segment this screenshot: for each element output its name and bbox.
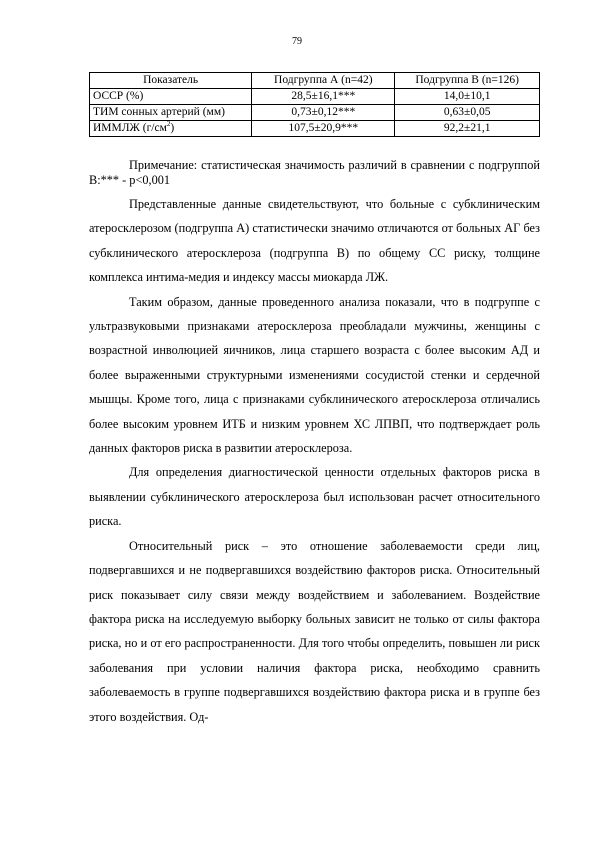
row-value-b: 92,2±21,1 — [395, 121, 540, 137]
table-row — [90, 121, 540, 137]
paragraph: Таким образом, данные проведенного анализа показали, что в подгруппе с ультразвуковыми признаками атеросклероза преобладали мужчины, женщины с возрастной инволюцией яичников, лица старшего возраста с более высоким АД и более выраженными структурными изменениями сосудистой стенки и сердечной мышцы. Кроме того, лица с признаками субклинического атеросклероза отличались более высоким уровнем ИТБ и низким уровнем ХС ЛПВП, что подтверждает роль данных факторов риска в развитии атеросклероза. — [89, 294, 540, 456]
row-name: ТИМ сонных артерий (мм) — [90, 105, 252, 121]
comparison-table — [89, 72, 540, 137]
row-name: ОССР (%) — [90, 89, 252, 105]
header-subgroup-a: Подгруппа А (n=42) — [252, 73, 395, 89]
row-name-superscript: 2 — [166, 120, 171, 129]
row-name-suffix: ) — [170, 122, 175, 134]
row-value-b: 0,63±0,05 — [395, 105, 540, 121]
header-indicator: Показатель — [90, 73, 252, 89]
body-text — [89, 192, 540, 729]
paragraph: Для определения диагностической ценности отдельных факторов риска в выявлении субклинического атеросклероза был использован расчет относительного риска. — [89, 465, 540, 529]
row-value-a: 107,5±20,9*** — [252, 121, 395, 137]
header-subgroup-b: Подгруппа В (n=126) — [395, 73, 540, 89]
page-number: 79 — [292, 36, 302, 47]
table-header-row — [90, 73, 540, 89]
row-name-text: ИММЛЖ (г/см — [93, 122, 167, 134]
table-row — [90, 105, 540, 121]
table-row — [90, 89, 540, 105]
row-value-b: 14,0±10,1 — [395, 89, 540, 105]
paragraph: Относительный риск – это отношение заболеваемости среди лиц, подвергавшихся и не подвергавшихся воздействию факторов риска. Относительный риск показывает силу связи между воздействием и заболеванием. Воздействие фактора риска на исследуемую выборку больных зависит не только от силы фактора риска, но и от его распространенности. Для того чтобы определить, повышен ли риск заболевания при условии наличия фактора риска, необходимо сравнить заболеваемость в группе подвергавшихся воздействию фактора риска и в группе без этого воздействия. Од- — [89, 538, 540, 724]
row-name — [90, 121, 252, 137]
row-value-a: 0,73±0,12*** — [252, 105, 395, 121]
table-note: Примечание: статистическая значимость различий в сравнении с подгруппой В:*** - р<0,001 — [89, 158, 540, 187]
row-value-a: 28,5±16,1*** — [252, 89, 395, 105]
paragraph: Представленные данные свидетельствуют, что больные с субклиническим атеросклерозом (подгруппа А) статистически значимо отличаются от больных АГ без субклинического атеросклероза (подгруппа В) по общему СС риску, толщине комплекса интима-медия и индексу массы миокарда ЛЖ. — [89, 197, 540, 285]
